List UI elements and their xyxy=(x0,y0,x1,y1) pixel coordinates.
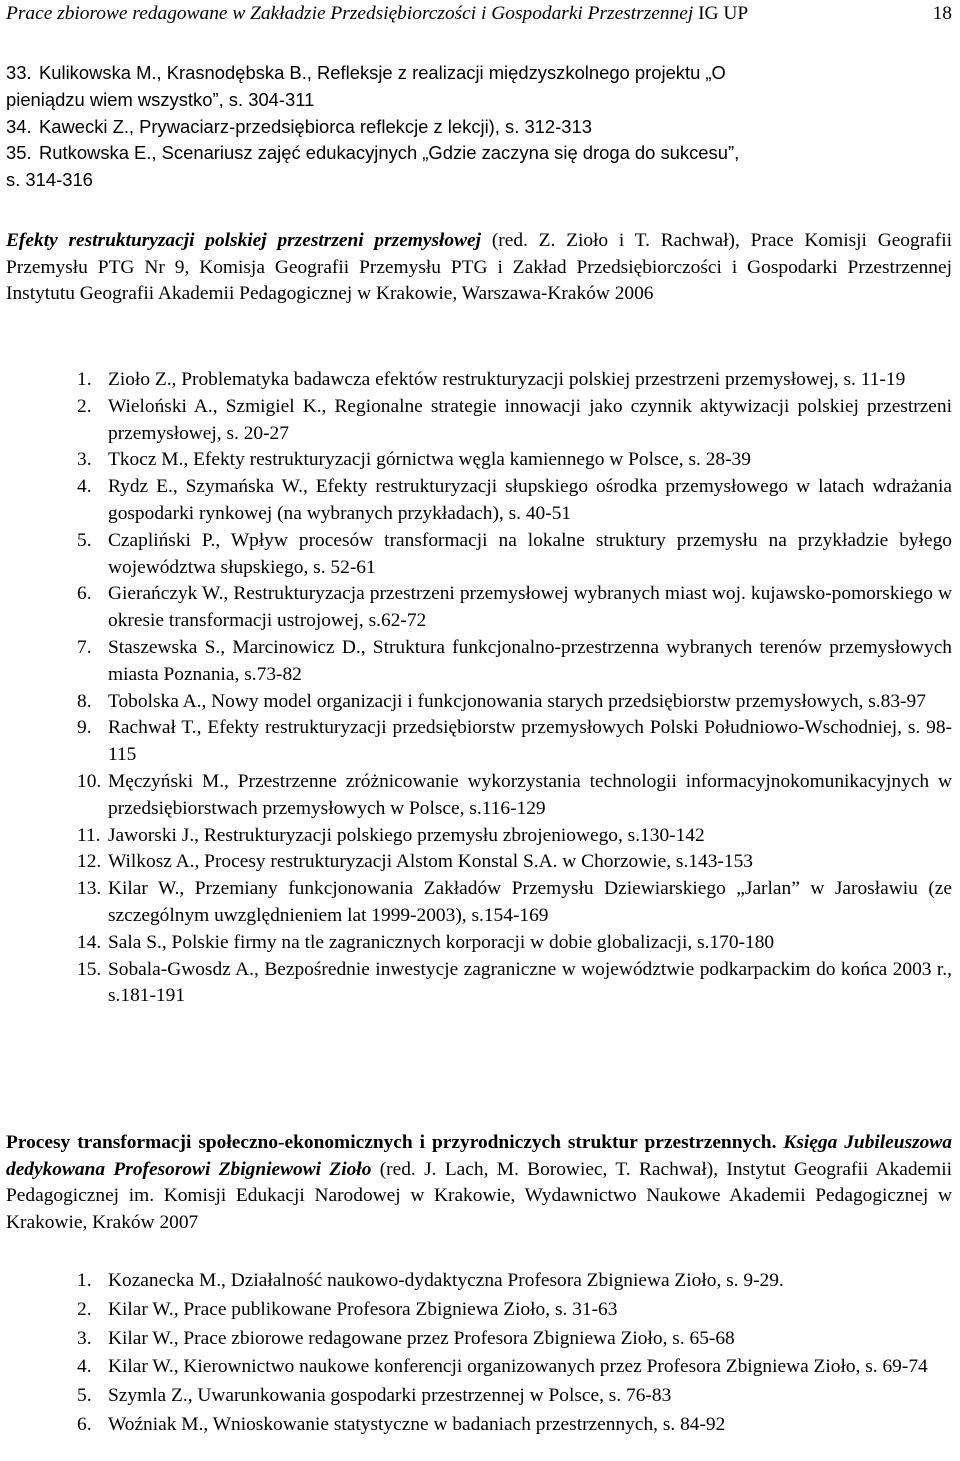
header-title: Prace zbiorowe redagowane w Zakładzie Przedsiębiorczości i Gospodarki Przestrzennej xyxy=(6,3,694,24)
list-item-number: 7. xyxy=(77,636,92,658)
list-item-text: Kilar W., Przemiany funkcjonowania Zakładów Przemysłu Dziewiarskiego „Jarlan” w Jarosławiu (ze szczególnym uwzględnieniem lat 1999-2003), s.154-169 xyxy=(108,878,952,926)
list-item xyxy=(77,528,952,582)
list-item-text: Gierańczyk W., Restrukturyzacja przestrzeni przemysłowej wybranych miast woj. kujawsko-pomorskiego w okresie transformacji ustrojowej, s.62-72 xyxy=(108,583,952,632)
list-item xyxy=(77,957,952,1011)
list-item xyxy=(77,1325,952,1354)
list-item xyxy=(77,876,952,930)
list-item xyxy=(77,1267,952,1296)
list-item xyxy=(77,849,952,876)
list-item-text: Staszewska S., Marcinowicz D., Struktura funkcjonalno-przestrzenna wybranych terenów przemysłowych miasta Poznania, s.73-82 xyxy=(108,636,952,685)
list-item xyxy=(77,635,952,689)
list-item-text: Rachwał T., Efekty restrukturyzacji przedsiębiorstw przemysłowych Polski Południowo-Wschodniej, s. 98-115 xyxy=(108,717,952,766)
list-item xyxy=(77,823,952,850)
book1-title: Efekty restrukturyzacji polskiej przestrzeni przemysłowej xyxy=(6,230,482,251)
list-item-number: 3. xyxy=(77,1327,92,1349)
list-item-text: Tkocz M., Efekty restrukturyzacji górnictwa węgla kamiennego w Polsce, s. 28-39 xyxy=(108,449,751,471)
list-item xyxy=(77,689,952,716)
list-item-text: Kilar W., Kierownictwo naukowe konferencji organizowanych przez Profesora Zbigniewa Zioło, s. 69-74 xyxy=(108,1356,928,1378)
list-item-number: 9. xyxy=(77,717,92,739)
list-item-line: s. 314-316 xyxy=(6,169,93,191)
list-item-number: 4. xyxy=(77,1356,92,1378)
list-item-text: Sobala-Gwosdz A., Bezpośrednie inwestycje zagraniczne w województwie podkarpackim do końca 2003 r., s.181-191 xyxy=(108,958,952,1007)
list-item-number: 5. xyxy=(77,529,92,551)
list-item xyxy=(6,140,952,194)
list-item-line: pieniądzu wiem wszystko”, s. 304-311 xyxy=(6,88,315,110)
list-item-text: Woźniak M., Wnioskowanie statystyczne w badaniach przestrzennych, s. 84-92 xyxy=(108,1413,726,1435)
book2-title-bold: Procesy transformacji społeczno-ekonomicznych i przyrodniczych struktur przestrzennych. xyxy=(6,1132,777,1153)
list-item-text: Kilar W., Prace zbiorowe redagowane przez Profesora Zbigniewa Zioło, s. 65-68 xyxy=(108,1327,735,1349)
book2-contents xyxy=(77,1267,952,1440)
list-item-number: 12. xyxy=(77,851,102,873)
list-item xyxy=(77,930,952,957)
list-item-number: 35. xyxy=(6,142,32,164)
list-item xyxy=(77,1382,952,1411)
list-item-text: Kozanecka M., Działalność naukowo-dydaktyczna Profesora Zbigniewa Zioło, s. 9-29. xyxy=(108,1270,784,1291)
list-item xyxy=(77,769,952,823)
list-item-number: 15. xyxy=(77,958,102,980)
list-item-line: Kulikowska M., Krasnodębska B., Refleksje z realizacji międzyszkolnego projektu „O xyxy=(39,62,726,83)
list-item-number: 11. xyxy=(77,824,101,846)
list-item-number: 13. xyxy=(77,878,102,900)
list-item-number: 6. xyxy=(77,583,92,605)
list-item-number: 2. xyxy=(77,395,92,417)
list-item-text: Męczyński M., Przestrzenne zróżnicowanie wykorzystania technologii informacyjnokomunikacyjnych w przedsiębiorstwach przemysłowych w Polsce, s.116-129 xyxy=(108,770,952,819)
list-item-number: 14. xyxy=(77,931,102,953)
list-item-text: Tobolska A., Nowy model organizacji i funkcjonowania starych przedsiębiorstw przemysłowych, s.83-97 xyxy=(108,690,926,712)
list-item xyxy=(77,1296,952,1325)
list-item xyxy=(77,581,952,635)
list-item xyxy=(77,394,952,448)
header-title-group xyxy=(6,3,748,25)
page-header xyxy=(6,3,952,31)
list-item-line: Rutkowska E., Scenariusz zajęć edukacyjnych „Gdzie zaczyna się droga do sukcesu”, xyxy=(39,142,740,164)
list-item xyxy=(6,114,952,141)
list-item-number: 2. xyxy=(77,1298,92,1320)
list-item xyxy=(77,474,952,528)
page-number: 18 xyxy=(932,3,952,24)
list-item-number: 34. xyxy=(6,115,32,137)
list-item-text: Kilar W., Prace publikowane Profesora Zbigniewa Zioło, s. 31-63 xyxy=(108,1298,618,1320)
list-item-number: 1. xyxy=(77,369,92,390)
book2-description xyxy=(6,1130,952,1236)
list-item-number: 6. xyxy=(77,1413,92,1435)
list-item-line: Kawecki Z., Prywaciarz-przedsiębiorca reflekcje z lekcji), s. 312-313 xyxy=(39,115,592,137)
list-item-number: 10. xyxy=(77,770,102,792)
list-item-number: 33. xyxy=(6,62,32,83)
list-item-text: Czapliński P., Wpływ procesów transformacji na lokalne struktury przemysłu na przykładzie byłego województwa słupskiego, s. 52-61 xyxy=(108,529,952,578)
book1-details: (red. Z. Zioło i T. Rachwał), Prace Komisji Geografii Przemysłu PTG Nr 9, Komisja Geografii Przemysłu PTG i Zakład Przedsiębiorczości i Gospodarki Przestrzennej Instytutu Geografii Akademii Pedagogicznej w Krakowie, Warszawa-Kraków 2006 xyxy=(6,230,952,305)
list-item-text: Szymla Z., Uwarunkowania gospodarki przestrzennej w Polsce, s. 76-83 xyxy=(108,1385,672,1407)
list-item xyxy=(6,60,952,114)
list-item-number: 4. xyxy=(77,476,92,498)
list-item xyxy=(77,1411,952,1440)
list-item xyxy=(77,1353,952,1382)
book2-title-italic: Księga Jubileuszowa dedykowana Profesorowi Zbigniewowi Zioło xyxy=(6,1132,952,1180)
list-item-number: 1. xyxy=(77,1270,92,1291)
list-item xyxy=(77,447,952,474)
book1-contents xyxy=(77,367,952,1010)
book1-description xyxy=(6,228,952,308)
list-item-text: Zioło Z., Problematyka badawcza efektów restrukturyzacji polskiej przestrzeni przemysłowej, s. 11-19 xyxy=(108,369,906,390)
list-item-number: 8. xyxy=(77,690,92,712)
list-item xyxy=(77,367,952,394)
list-item-text: Sala S., Polskie firmy na tle zagranicznych korporacji w dobie globalizacji, s.170-180 xyxy=(108,931,775,953)
list-item-number: 5. xyxy=(77,1385,92,1407)
previous-list-continuation xyxy=(6,60,952,194)
list-item-text: Jaworski J., Restrukturyzacji polskiego przemysłu zbrojeniowego, s.130-142 xyxy=(108,824,705,846)
header-igup: IG UP xyxy=(698,3,749,24)
list-item-text: Wilkosz A., Procesy restrukturyzacji Alstom Konstal S.A. w Chorzowie, s.143-153 xyxy=(108,851,753,873)
list-item-number: 3. xyxy=(77,449,92,471)
list-item xyxy=(77,715,952,769)
list-item-text: Wieloński A., Szmigiel K., Regionalne strategie innowacji jako czynnik aktywizacji polskiej przestrzeni przemysłowej, s. 20-27 xyxy=(108,395,952,444)
book2-details: (red. J. Lach, M. Borowiec, T. Rachwał), Instytut Geografii Akademii Pedagogicznej im. Komisji Edukacji Narodowej w Krakowie, Wydawnictwo Naukowe Akademii Pedagogicznej w Krakowie, Kraków 2007 xyxy=(6,1158,952,1233)
list-item-text: Rydz E., Szymańska W., Efekty restrukturyzacji słupskiego ośrodka przemysłowego w latach wdrażania gospodarki rynkowej (na wybranych przykładach), s. 40-51 xyxy=(108,476,952,524)
